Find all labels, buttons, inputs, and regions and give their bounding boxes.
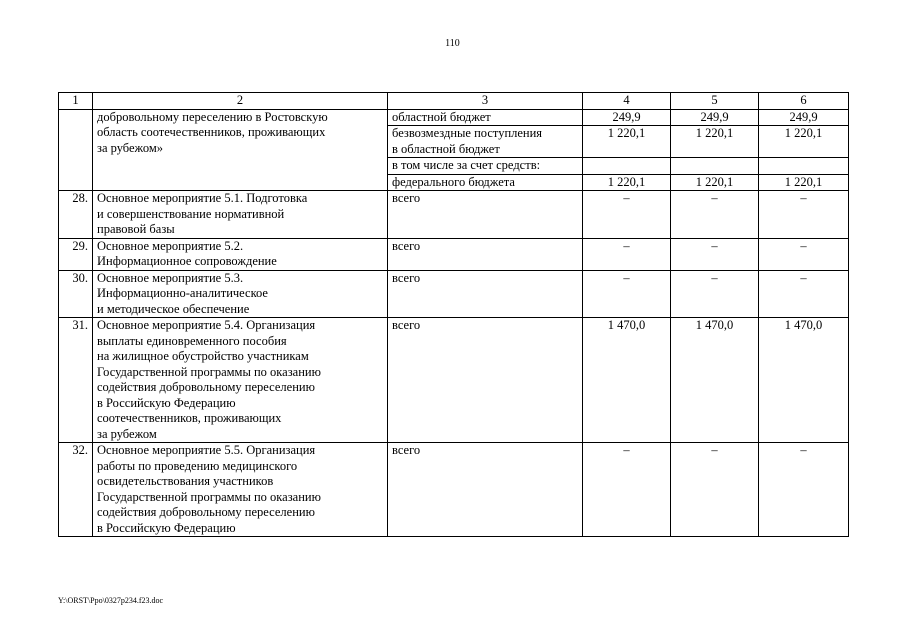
value-cell: – [759, 443, 849, 537]
row-number-cell: 29. [59, 238, 93, 270]
source-cell: всего [388, 238, 583, 270]
value-cell: 1 220,1 [759, 126, 849, 158]
row-number-cell: 32. [59, 443, 93, 537]
value-cell: – [759, 191, 849, 239]
description-cell: Основное мероприятие 5.2. Информационное сопровождение [93, 238, 388, 270]
source-cell: всего [388, 270, 583, 318]
value-cell: 1 220,1 [671, 126, 759, 158]
table-row [59, 443, 849, 537]
row-number-cell: 31. [59, 318, 93, 443]
value-cell: – [583, 443, 671, 537]
table-header-row [59, 93, 849, 110]
value-cell: – [671, 191, 759, 239]
row-number-cell: 28. [59, 191, 93, 239]
value-cell: – [583, 238, 671, 270]
value-cell: – [583, 191, 671, 239]
value-cell: – [583, 270, 671, 318]
value-cell: 1 220,1 [583, 174, 671, 191]
value-cell [671, 158, 759, 175]
source-cell: в том числе за счет средств: [388, 158, 583, 175]
value-cell: – [671, 443, 759, 537]
source-cell: всего [388, 443, 583, 537]
file-path-footer: Y:\ORST\Ppo\0327p234.f23.doc [58, 596, 164, 605]
value-cell [583, 158, 671, 175]
header-cell: 5 [671, 93, 759, 110]
header-cell: 2 [93, 93, 388, 110]
description-cell: Основное мероприятие 5.4. Организация выплаты единовременного пособия на жилищное обустройство участникам Государственной программы по оказанию содействия добровольному переселению в Российскую Федерацию соотечественников, проживающих за рубежом [93, 318, 388, 443]
description-cell: добровольному переселению в Ростовскую область соотечественников, проживающих за рубежом» [93, 109, 388, 191]
value-cell: 1 470,0 [583, 318, 671, 443]
value-cell: 1 470,0 [671, 318, 759, 443]
table-row [59, 109, 849, 126]
description-cell: Основное мероприятие 5.1. Подготовка и совершенствование нормативной правовой базы [93, 191, 388, 239]
table-row [59, 318, 849, 443]
page-number: 110 [445, 38, 460, 49]
value-cell: 1 470,0 [759, 318, 849, 443]
value-cell: – [759, 238, 849, 270]
value-cell: 1 220,1 [671, 174, 759, 191]
source-cell: всего [388, 318, 583, 443]
row-number-cell [59, 109, 93, 191]
table-row [59, 191, 849, 239]
source-cell: всего [388, 191, 583, 239]
value-cell: – [671, 238, 759, 270]
value-cell: 249,9 [759, 109, 849, 126]
header-cell: 1 [59, 93, 93, 110]
row-number-cell: 30. [59, 270, 93, 318]
header-cell: 3 [388, 93, 583, 110]
table-row [59, 238, 849, 270]
value-cell: 249,9 [583, 109, 671, 126]
value-cell: 1 220,1 [759, 174, 849, 191]
header-cell: 6 [759, 93, 849, 110]
source-cell: безвозмездные поступления в областной бюджет [388, 126, 583, 158]
source-cell: федерального бюджета [388, 174, 583, 191]
program-table [58, 92, 849, 537]
description-cell: Основное мероприятие 5.3. Информационно-аналитическое и методическое обеспечение [93, 270, 388, 318]
value-cell: – [671, 270, 759, 318]
description-cell: Основное мероприятие 5.5. Организация работы по проведению медицинского освидетельствования участников Государственной программы по оказанию содействия добровольному переселению в Российскую Федерацию [93, 443, 388, 537]
value-cell: 249,9 [671, 109, 759, 126]
header-cell: 4 [583, 93, 671, 110]
value-cell: – [759, 270, 849, 318]
value-cell: 1 220,1 [583, 126, 671, 158]
table-row [59, 270, 849, 318]
value-cell [759, 158, 849, 175]
source-cell: областной бюджет [388, 109, 583, 126]
